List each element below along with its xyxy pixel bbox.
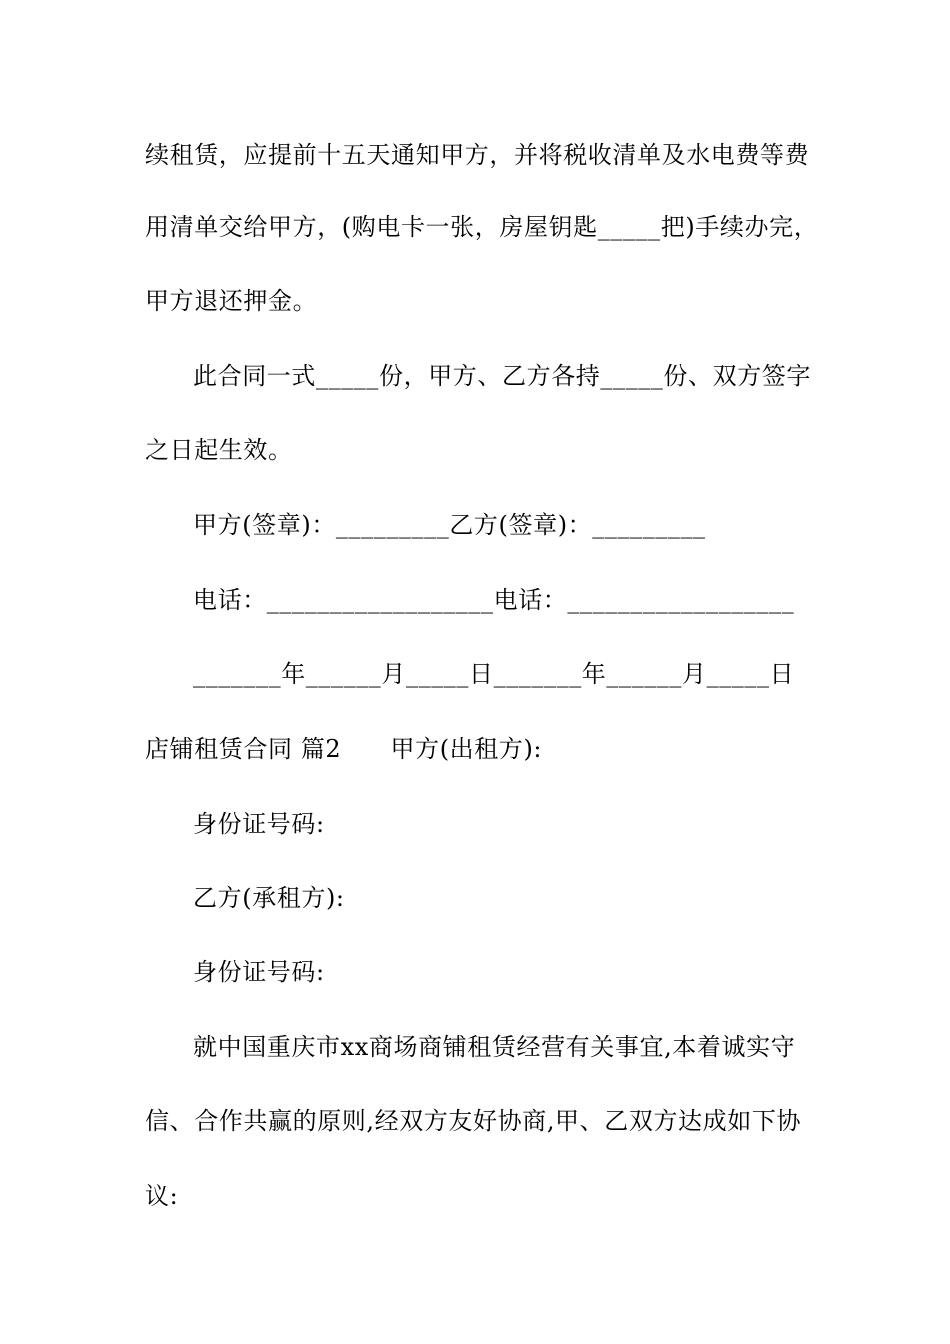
preamble-line-2: 信、合作共赢的原则,经双方友好协商,甲、乙双方达成如下协: [145, 1107, 802, 1135]
preamble-line-1: 就中国重庆市xx商场商铺租赁经营有关事宜,本着诚实守: [193, 1033, 796, 1061]
preamble-line-3: 议:: [145, 1182, 179, 1210]
paragraph-line-2: 用清单交给甲方，(购电卡一张，房屋钥匙_____把)手续办完，: [145, 213, 819, 241]
date-line: _______年______月_____日_______年______月_____日: [193, 660, 795, 688]
copies-clause-line-1: 此合同一式_____份，甲方、乙方各持_____份、双方签字: [193, 362, 811, 390]
paragraph-line-3: 甲方退还押金。: [145, 287, 318, 315]
lessor-id-line: 身份证号码:: [193, 810, 325, 838]
copies-clause-line-2: 之日起生效。: [145, 436, 293, 464]
phone-line: 电话：__________________电话：__________________: [193, 586, 795, 614]
contract-heading-line: 店铺租赁合同 篇2 甲方(出租方):: [145, 735, 543, 763]
paragraph-line-1: 续租赁，应提前十五天通知甲方，并将税收清单及水电费等费: [145, 141, 810, 169]
lessee-id-line: 身份证号码:: [193, 958, 325, 986]
lessee-line: 乙方(承租方):: [193, 884, 345, 912]
signature-line: 甲方(签章)：_________乙方(签章)：_________: [193, 511, 706, 539]
